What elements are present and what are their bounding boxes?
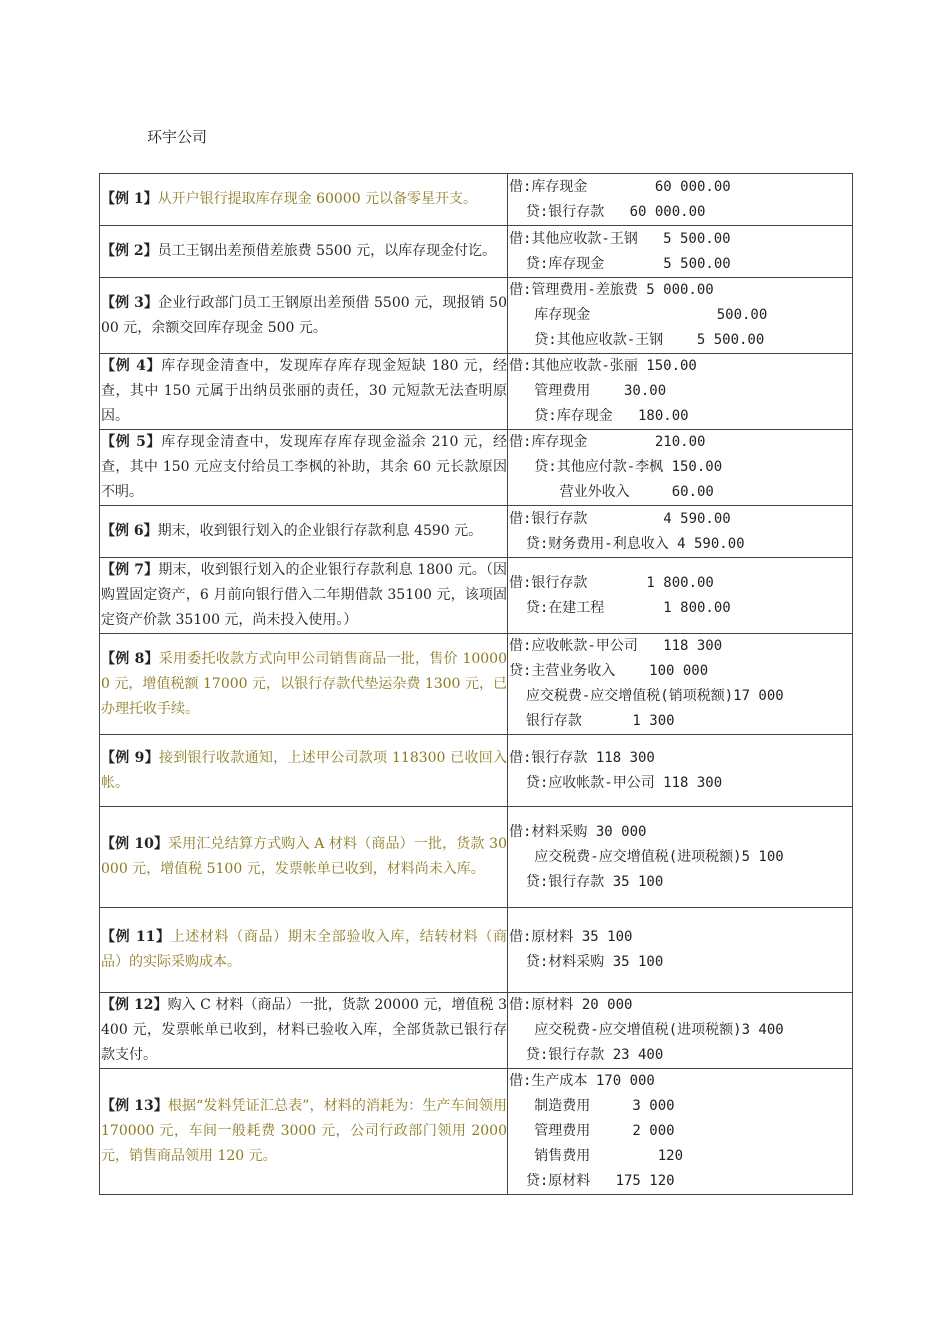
- example-number: 【例 13】: [101, 1098, 168, 1114]
- example-number: 【例 4】: [101, 358, 162, 374]
- example-question: [101, 558, 507, 633]
- journal-entry-cell: [508, 807, 853, 908]
- table-row: [100, 558, 853, 634]
- example-question-cell: [100, 993, 508, 1069]
- example-number: 【例 3】: [101, 294, 159, 311]
- journal-entry-line: 银行存款 1 300: [509, 713, 675, 729]
- example-question: [101, 647, 507, 722]
- journal-entry-line: 借:银行存款 118 300: [509, 749, 655, 766]
- journal-entry-cell: [508, 993, 853, 1069]
- journal-entry-line: 管理费用 30.00: [509, 383, 667, 399]
- example-number: 【例 12】: [101, 997, 168, 1013]
- journal-entry-line: 贷:其他应付款-李枫 150.00: [509, 459, 723, 475]
- example-text: 库存现金清查中，发现库存库存现金溢余 210 元，经查，其中 150 元应支付给员工李枫的补助，其余 60 元长款原因不明。: [101, 434, 507, 500]
- example-text: 上述材料（商品）期末全部验收入库，结转材料（商品）的实际采购成本。: [101, 929, 507, 970]
- table-row: [100, 506, 853, 558]
- journal-entry-line: 借:管理费用-差旅费 5 000.00: [509, 282, 714, 298]
- journal-entry-cell: [508, 278, 853, 354]
- journal-entry-cell: [508, 558, 853, 634]
- example-question-cell: [100, 278, 508, 354]
- journal-entry-line: 贷:在建工程 1 800.00: [509, 599, 731, 616]
- example-question: [101, 746, 507, 796]
- journal-entry-line: 借:应收帐款-甲公司 118 300: [509, 638, 723, 654]
- journal-entry-cell: [508, 226, 853, 278]
- table-row: [100, 807, 853, 908]
- journal-entry-line: 借:生产成本 170 000: [509, 1073, 655, 1089]
- journal-entry-line: 借:银行存款 4 590.00: [509, 510, 731, 527]
- example-question: [101, 1094, 507, 1169]
- example-number: 【例 10】: [101, 836, 169, 852]
- example-text: 期末，收到银行划入的企业银行存款利息 1800 元。（因购置固定资产，6 月前向银行借入二年期借款 35100 元，该项固定资产价款 35100 元，尚未投入使用。）: [101, 562, 507, 628]
- example-question-cell: [100, 354, 508, 430]
- example-number: 【例 8】: [101, 650, 159, 667]
- example-text: 根据“发料凭证汇总表”，材料的消耗为：生产车间领用 170000 元，车间一般耗费 3000 元，公司行政部门领用 2000 元，销售商品领用 120 元。: [101, 1098, 507, 1164]
- journal-entry-table: [99, 173, 853, 1195]
- example-question-cell: [100, 558, 508, 634]
- example-question-cell: [100, 807, 508, 908]
- table-row: [100, 174, 853, 226]
- journal-entry-line: 贷:材料采购 35 100: [509, 954, 664, 970]
- journal-entry-cell: [508, 174, 853, 226]
- journal-entry-line: 借:银行存款 1 800.00: [509, 574, 714, 591]
- example-number: 【例 9】: [101, 749, 159, 766]
- journal-entry-cell: [508, 430, 853, 506]
- journal-entry-line: 贷:原材料 175 120: [509, 1173, 675, 1189]
- journal-entry-line: 借:其他应收款-张丽 150.00: [509, 358, 697, 374]
- example-text: 期末，收到银行划入的企业银行存款利息 4590 元。: [157, 523, 483, 539]
- example-question-cell: [100, 908, 508, 993]
- journal-entry-line: 库存现金 500.00: [509, 307, 768, 323]
- table-row: [100, 908, 853, 993]
- journal-entry-cell: [508, 506, 853, 558]
- example-text: 购入 C 材料（商品）一批，货款 20000 元，增值税 3400 元，发票帐单已收到，材料已验收入库，全部货款已银行存款支付。: [101, 997, 507, 1063]
- example-text: 员工王钢出差预借差旅费 5500 元，以库存现金付讫。: [157, 243, 497, 259]
- example-text: 企业行政部门员工王钢原出差预借 5500 元，现报销 5000 元，余额交回库存现金 500 元。: [101, 294, 507, 336]
- example-text: 接到银行收款通知，上述甲公司款项 118300 已收回入帐。: [101, 749, 507, 791]
- journal-entry-line: 销售费用 120: [509, 1148, 684, 1164]
- table-row: [100, 226, 853, 278]
- journal-entry-line: 借:原材料 35 100: [509, 929, 633, 945]
- example-question-cell: [100, 1069, 508, 1195]
- journal-entry-line: 贷:财务费用-利息收入 4 590.00: [509, 535, 745, 552]
- journal-entry-line: 贷:银行存款 35 100: [509, 873, 664, 890]
- journal-entry-line: 贷:应收帐款-甲公司 118 300: [509, 774, 723, 791]
- journal-entry-line: 贷:库存现金 180.00: [509, 408, 689, 424]
- example-question: [101, 187, 507, 212]
- journal-entry-line: 贷:主营业务收入 100 000: [509, 663, 709, 679]
- example-question: [101, 291, 507, 341]
- table-row: [100, 735, 853, 807]
- example-question: [101, 239, 507, 264]
- journal-entry-line: 贷:其他应收款-王钢 5 500.00: [509, 332, 765, 348]
- journal-entry-line: 贷:银行存款 60 000.00: [509, 203, 706, 220]
- example-question: [101, 519, 507, 544]
- journal-entry-line: 应交税费-应交增值税(进项税额)5 100: [509, 848, 784, 865]
- journal-entry-cell: [508, 735, 853, 807]
- example-question-cell: [100, 506, 508, 558]
- table-row: [100, 1069, 853, 1195]
- journal-entry-line: 应交税费-应交增值税(销项税额)17 000: [509, 688, 784, 704]
- example-text: 采用汇兑结算方式购入 A 材料（商品）一批，货款 30000 元，增值税 5100 元，发票帐单已收到，材料尚未入库。: [101, 836, 507, 877]
- example-question: [101, 832, 507, 882]
- journal-entry-line: 借:材料采购 30 000: [509, 823, 647, 840]
- example-question: [101, 430, 507, 505]
- table-row: [100, 634, 853, 735]
- journal-entry-line: 贷:库存现金 5 500.00: [509, 255, 731, 272]
- journal-entry-line: 贷:银行存款 23 400: [509, 1047, 664, 1063]
- example-number: 【例 7】: [101, 562, 159, 578]
- example-question: [101, 993, 507, 1068]
- example-text: 库存现金清查中，发现库存库存现金短缺 180 元，经查，其中 150 元属于出纳员张丽的责任，30 元短款无法查明原因。: [101, 358, 507, 424]
- example-question-cell: [100, 735, 508, 807]
- journal-entry-line: 借:原材料 20 000: [509, 997, 633, 1013]
- journal-entry-cell: [508, 354, 853, 430]
- example-number: 【例 6】: [101, 523, 158, 539]
- example-question-cell: [100, 430, 508, 506]
- example-question: [101, 925, 507, 975]
- example-number: 【例 5】: [101, 434, 162, 450]
- table-row: [100, 354, 853, 430]
- journal-entry-cell: [508, 908, 853, 993]
- example-question-cell: [100, 634, 508, 735]
- example-text: 从开户银行提取库存现金 60000 元以备零星开支。: [157, 191, 478, 207]
- example-text: 采用委托收款方式向甲公司销售商品一批，售价 100000 元，增值税额 17000 元，以银行存款代垫运杂费 1300 元，已办理托收手续。: [101, 650, 507, 717]
- journal-entry-line: 管理费用 2 000: [509, 1123, 675, 1139]
- example-number: 【例 2】: [101, 243, 158, 259]
- table-row: [100, 430, 853, 506]
- table-row: [100, 993, 853, 1069]
- example-number: 【例 1】: [101, 191, 158, 207]
- company-name: 环宇公司: [147, 128, 208, 146]
- journal-entry-line: 营业外收入 60.00: [509, 484, 714, 500]
- table-row: [100, 278, 853, 354]
- journal-entry-line: 借:库存现金 60 000.00: [509, 178, 731, 195]
- example-question: [101, 354, 507, 429]
- journal-entry-line: 制造费用 3 000: [509, 1098, 675, 1114]
- journal-entry-line: 借:库存现金 210.00: [509, 434, 706, 450]
- example-number: 【例 11】: [101, 929, 171, 945]
- journal-entry-cell: [508, 1069, 853, 1195]
- journal-entry-cell: [508, 634, 853, 735]
- journal-entry-rows: [100, 174, 853, 1195]
- example-question-cell: [100, 174, 508, 226]
- journal-entry-line: 借:其他应收款-王钢 5 500.00: [509, 230, 731, 247]
- journal-entry-line: 应交税费-应交增值税(进项税额)3 400: [509, 1022, 784, 1038]
- example-question-cell: [100, 226, 508, 278]
